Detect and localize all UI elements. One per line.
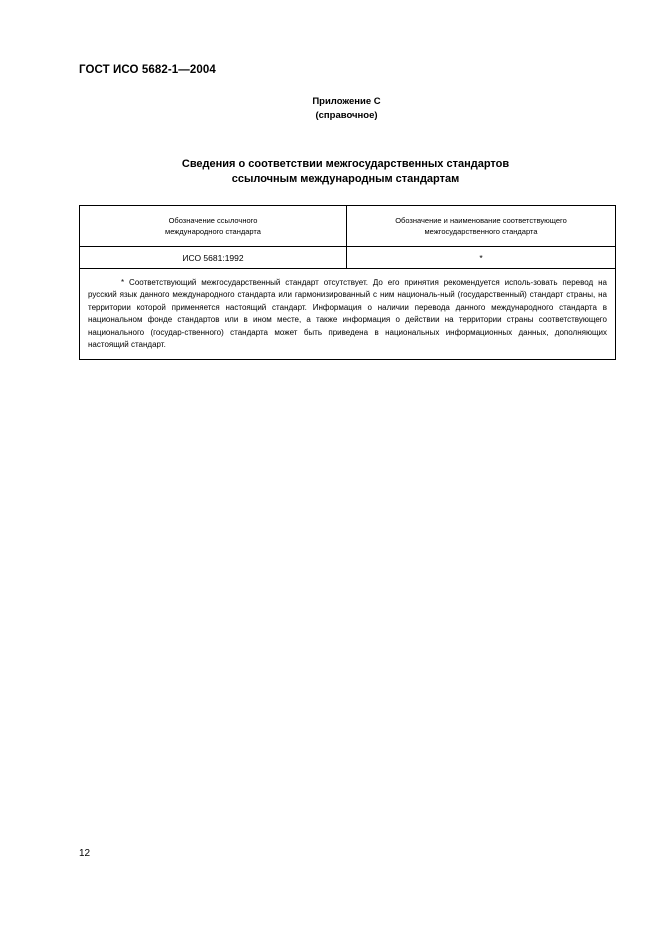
- annex-heading: [0, 95, 661, 123]
- reference-standard-cell: ИСО 5681:1992: [80, 247, 347, 269]
- document-code: ГОСТ ИСО 5682-1—2004: [79, 64, 216, 76]
- annex-label: Приложение С: [312, 96, 381, 107]
- national-standard-cell: *: [347, 247, 616, 269]
- table-footnote-cell: [80, 269, 616, 360]
- column-header-national-standard: Обозначение и наименование соответствующего межгосударственного стандарта: [347, 206, 616, 247]
- section-title: [0, 157, 661, 187]
- table-header-row: [80, 206, 616, 247]
- standards-correspondence-table: [79, 205, 616, 360]
- annex-type: (справочное): [315, 110, 378, 121]
- table-footnote-row: [80, 269, 616, 360]
- section-title-line-2: ссылочным международным стандартам: [231, 173, 460, 185]
- section-title-line-1: Сведения о соответствии межгосударственных стандартов: [181, 158, 510, 170]
- table-row: [80, 247, 616, 269]
- page-number: 12: [79, 848, 91, 859]
- table-footnote: * Соответствующий межгосударственный стандарт отсутствует. До его принятия рекомендуется исполь-зовать перевод на русский язык данного международного стандарта или гармонизированный с ним националь-ный (государственный) стандарт страны, на территории которой применяется настоящий стандарт. Информация о наличии перевода данного международного стандарта в национальном фонде стандартов или в ином месте, а также информация о действии на территории страны соответствующего национального (государ-ственного) стандарта может быть приведена в национальных информационных данных, дополняющих настоящий стандарт.: [88, 278, 607, 350]
- column-header-reference-standard: Обозначение ссылочного международного стандарта: [80, 206, 347, 247]
